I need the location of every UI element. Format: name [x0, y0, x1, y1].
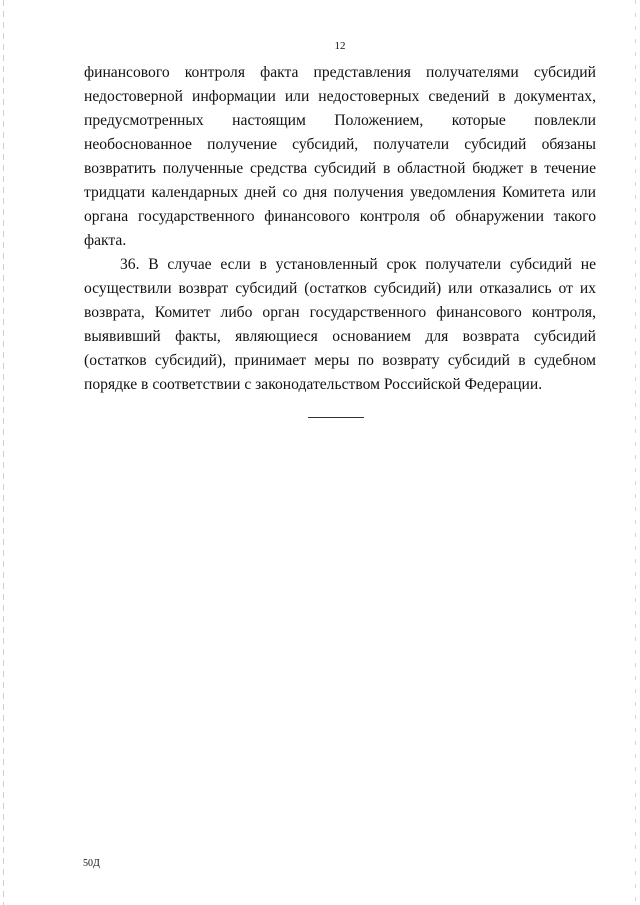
- document-body: [84, 61, 596, 397]
- scan-edge-left: [3, 0, 4, 905]
- page-number: 12: [334, 40, 346, 52]
- paragraph-36: 36. В случае если в установленный срок получатели субсидий не осуществили возврат субсидий (остатков субсидий) или отказались от их возврата, Комитет либо орган государственного финансового контроля, выявивший факты, являющиеся основанием для возврата субсидий (остатков субсидий), принимает меры по возврату субсидий в судебном порядке в соответствии с законодательством Российской Федерации.: [84, 256, 596, 393]
- end-of-text-rule: [308, 417, 364, 418]
- paragraph-continuation: финансового контроля факта представления получателями субсидий недостоверной информации или недостоверных сведений в документах, предусмотренных настоящим Положением, которые повлекли необоснованное получение субсидий, получатели субсидий обязаны возвратить полученные средства субсидий в областной бюджет в течение тридцати календарных дней со дня получения уведомления Комитета или органа государственного финансового контроля об обнаружении такого факта.: [84, 64, 596, 249]
- footer-code: 50Д: [83, 858, 100, 869]
- scan-edge-right: [635, 0, 636, 905]
